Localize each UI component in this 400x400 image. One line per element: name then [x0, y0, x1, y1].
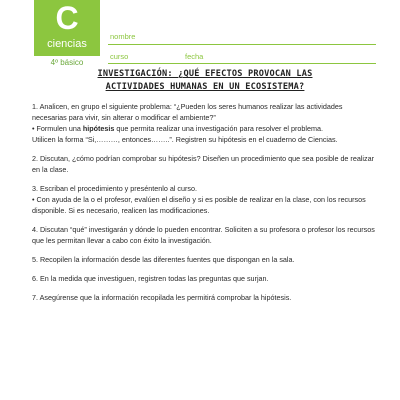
- item-5: 5. Recopilen la información desde las diferentes fuentes que dispongan en la sala.: [32, 255, 295, 264]
- hipotesis-bold: hipótesis: [82, 124, 115, 133]
- logo-letter: C: [55, 0, 79, 36]
- curso-label: curso: [110, 52, 129, 61]
- worksheet-body: [32, 101, 376, 311]
- title-line-2: ACTIVIDADES HUMANAS EN UN ECOSISTEMA?: [105, 82, 305, 92]
- curso-fecha-line: [108, 63, 376, 64]
- item-1: [32, 101, 376, 145]
- subject-logo: [34, 0, 100, 56]
- item-3: [32, 183, 376, 216]
- item-3-bullet: • Con ayuda de la o el profesor, evalúen el diseño y si es posible de realizar en la clase, con los recursos disponible. Si es necesario, realicen las modificaciones.: [32, 195, 366, 215]
- nombre-label: nombre: [110, 32, 136, 41]
- title-line-1: INVESTIGACIÓN: ¿QUÉ EFECTOS PROVOCAN LAS: [97, 69, 313, 79]
- logo-subject-name: ciencias: [47, 38, 87, 50]
- item-1-text: 1. Analicen, en grupo el siguiente problema: “¿Pueden los seres humanos realizar las actividades necesarias para vivir, sin alterar o modificar el ambiente?”: [32, 102, 343, 122]
- worksheet-title: [60, 68, 350, 94]
- item-3-text: 3. Escriban el procedimiento y preséntenlo al curso.: [32, 184, 198, 193]
- item-4: 4. Discutan “qué” investigarán y dónde lo pueden encontrar. Soliciten a su profesora o profesor los recursos que les permitan llevar a cabo con éxito la investigación.: [32, 225, 375, 245]
- item-1-note: Utilicen la forma “Si,………, entonces……..”. Registren su hipótesis en el cuaderno de Ciencias.: [32, 135, 338, 144]
- grade-label: 4º básico: [50, 58, 84, 67]
- item-1-bullet-post: que permita realizar una investigación para resolver el problema.: [114, 124, 323, 133]
- item-7: 7. Asegúrense que la información recopilada les permitirá comprobar la hipótesis.: [32, 293, 292, 302]
- item-6: 6. En la medida que investiguen, registren todas las preguntas que surjan.: [32, 274, 269, 283]
- nombre-line: [108, 44, 376, 45]
- item-1-bullet-pre: • Formulen una: [32, 124, 83, 133]
- fecha-label: fecha: [185, 52, 204, 61]
- item-2: 2. Discutan, ¿cómo podrían comprobar su hipótesis? Diseñen un procedimiento que sea posible de realizar en la clase.: [32, 154, 374, 174]
